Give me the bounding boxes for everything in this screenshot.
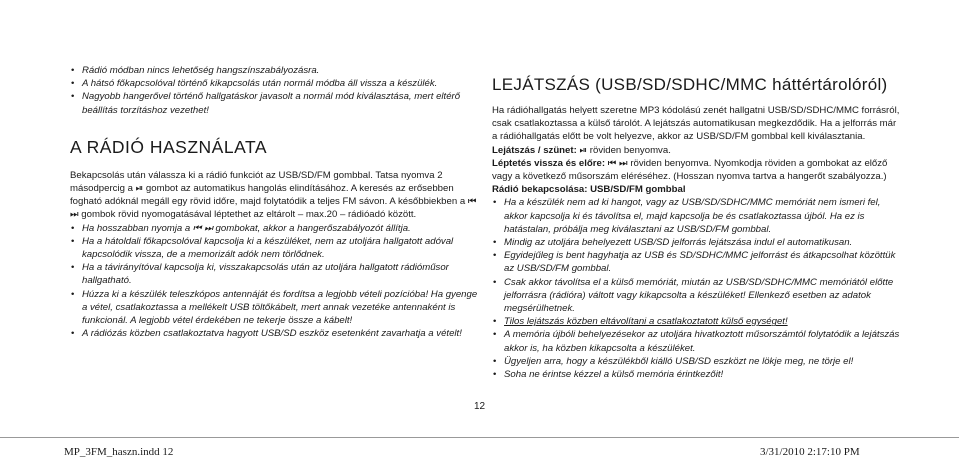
list-item: • Ha a készülék nem ad ki hangot, vagy az USB/SD/SDHC/MMC memóriát nem ismeri fel, akkor kapcsolja ki és távolítsa el, majd kapcsolja be és csatlakoztassa újból. Ha ez is hatástalan, próbálja meg kiválasztani az USB/SD/FM gombbal. (492, 196, 902, 236)
skip-text: ⏮ ⏭ röviden benyomva. Nyomkodja röviden a gombokat az előző vagy a következő műsorszám eléréséhez. (Hosszan nyomva tartva a hangerőt szabályozza.) (492, 157, 888, 183)
intro-bullet-list (70, 64, 478, 117)
list-item: • Mindig az utoljára behelyezett USB/SD jelforrás lejátszása indul el automatikusan. (492, 236, 902, 249)
page-number: 12 (474, 401, 486, 412)
list-item: • A rádiózás közben csatlakoztatva hagyott USB/SD eszköz esetenként zavarhatja a vételt! (70, 327, 478, 340)
footer-filename: MP_3FM_haszn.indd 12 (64, 446, 174, 458)
radio-on-line (492, 183, 902, 196)
list-item: • Tilos lejátszás közben eltávolítani a csatlakoztatott külső egységet! (492, 315, 902, 328)
section-heading-radio: A RÁDIÓ HASZNÁLATA (70, 136, 268, 157)
play-pause-text: ⏯ röviden benyomva. (579, 144, 671, 156)
skip-line (492, 157, 902, 183)
list-item: • Nagyobb hangerővel történő hallgatáskor javasolt a normál mód kiválasztása, mert eltérő beállítás torzításhoz vezethet! (70, 90, 478, 116)
footer-timestamp: 3/31/2010 2:17:10 PM (760, 446, 860, 458)
right-column (492, 75, 902, 381)
list-item: • Húzza ki a készülék teleszkópos antennáját és fordítsa a legjobb vételi pozícióba! Ha gyenge a vétel, csatlakoztassa a mellékelt USB töltőkábelt, mert annak vezetéke antennaként is funkcionál. A legjobb vétel érdekében ne tekerje össze a kábelt! (70, 288, 478, 328)
playback-intro-paragraph: Ha rádióhallgatás helyett szeretne MP3 kódolású zenét hallgatni USB/SD/SDHC/MMC forrásról, csak csatlakoztassa a külső tárolót. A lejátszás automatikusan megkezdődik. Ha a jelforrás már a rádióhallgatás előtt be volt helyezve, akkor az USB/SD/FM gombbal kell kiválasztania. (492, 105, 900, 143)
list-item: • Egyidejűleg is bent hagyhatja az USB és SD/SDHC/MMC jelforrást és átkapcsolhat közöttük az USB/SD/FM gombbal. (492, 249, 902, 275)
playback-bullet-list (492, 196, 902, 381)
section-heading-playback: LEJÁTSZÁS (USB/SD/SDHC/MMC háttértárolóról) (492, 75, 888, 94)
play-pause-label: Lejátszás / szünet: (492, 144, 577, 156)
list-item: • Rádió módban nincs lehetőség hangszínszabályozásra. (70, 64, 478, 77)
list-item: • A memória újbóli behelyezésekor az utoljára hivatkoztott műsorszámtól folytatódik a lejátszás akkor is, ha közben kikapcsolta a készüléket. (492, 328, 902, 354)
skip-label: Léptetés vissza és előre: (492, 157, 606, 169)
list-item: • Soha ne érintse kézzel a külső memória érintkezőit! (492, 368, 902, 381)
list-item: • Csak akkor távolítsa el a külső memóriát, miután az USB/SD/SDHC/MMC memóriától előtte jelforrásra (rádióra) váltott vagy kikapcsolta a készüléket! Ellenkező esetben az adatok megsérülhetnek. (492, 276, 902, 316)
radio-on-label: Rádió bekapcsolása: USB/SD/FM gombbal (492, 184, 686, 196)
list-item: • Ha a hátoldali főkapcsolóval kapcsolja ki a készüléket, nem az utoljára hallgatott adóval kapcsolódik vissza, de a memorizált adók nem törlődnek. (70, 235, 478, 261)
footer-divider (0, 437, 959, 438)
play-pause-line (492, 144, 902, 157)
list-item: • Ha hosszabban nyomja a ⏮ ⏭ gombokat, akkor a hangerőszabályozót állítja. (70, 222, 478, 235)
radio-bullet-list (70, 222, 478, 341)
list-item: • A hátsó főkapcsolóval történő kikapcsolás után normál módba áll vissza a készülék. (70, 77, 478, 90)
radio-usage-paragraph: Bekapcsolás után válassza ki a rádió funkciót az USB/SD/FM gombbal. Tatsa nyomva 2 másodpercig a ⏯ gombot az automatikus hangolás elindításához. A keresés az erősebben fogható adóknál megáll egy rövid időre, majd folytatódik a teljes FM sávon. A későbbiekben a ⏮ ⏭ gombok rövid nyomogatásával léptethet az eltárolt – max.20 – rádióadó között. (70, 169, 477, 221)
left-column (70, 64, 478, 340)
list-item: • Ügyeljen arra, hogy a készülékből kiálló USB/SD eszközt ne lökje meg, ne törje el! (492, 355, 902, 368)
list-item: • Ha a távirányítóval kapcsolja ki, visszakapcsolás után az utoljára hallgatott rádióműsor hallgatható. (70, 261, 478, 287)
